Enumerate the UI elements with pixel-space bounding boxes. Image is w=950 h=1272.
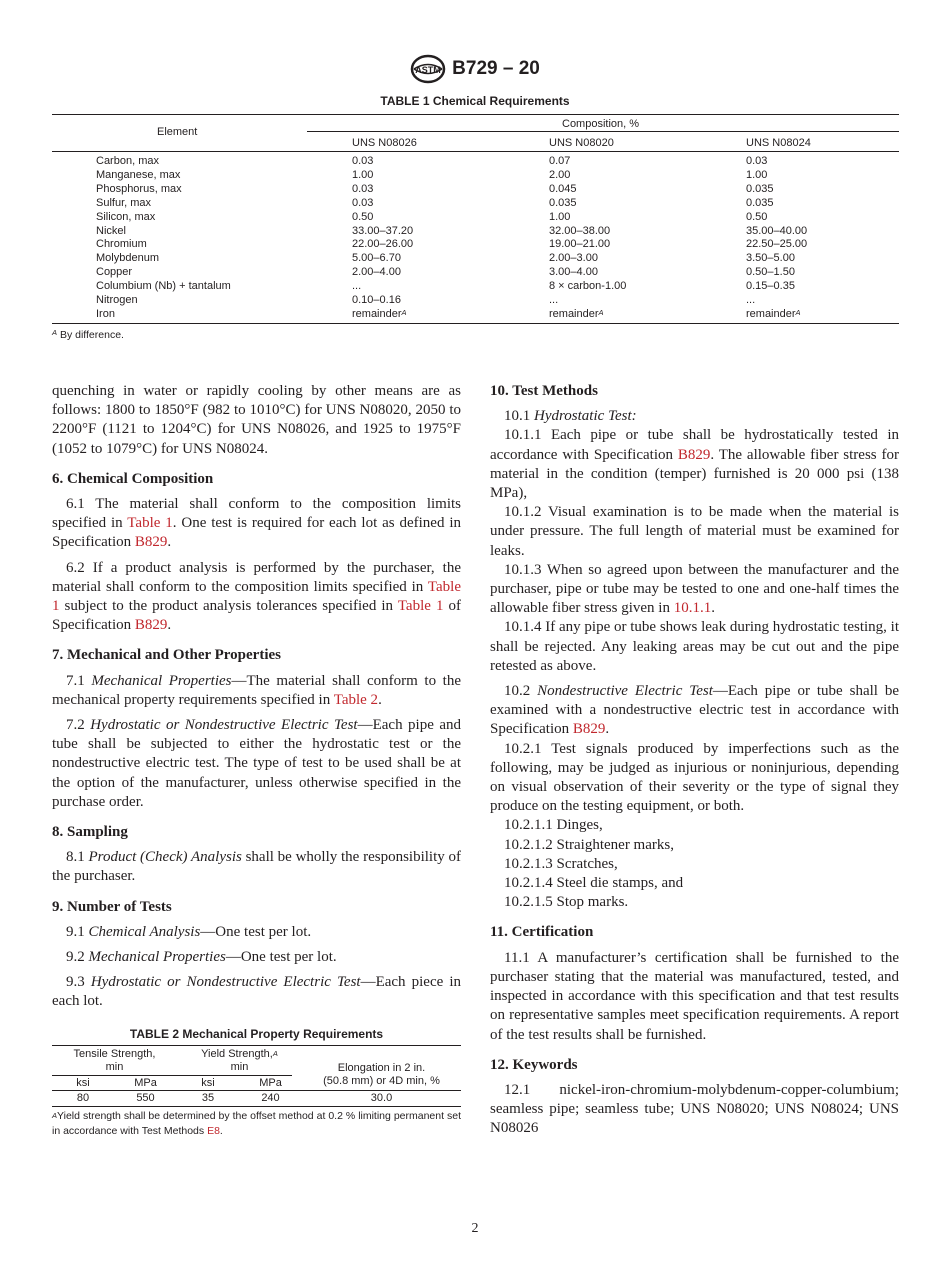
b829-link[interactable]: B829: [572, 721, 606, 738]
table1-value-cell: 0.035: [746, 196, 774, 209]
table1-value-cell: 19.00–21.00: [549, 238, 611, 251]
para-10-1-3: 10.1.3 When so agreed upon between the manufacturer and the purchaser, pipe or tube may be tested to one and one-half times the allowable fiber stress given in 10.1.1.: [490, 561, 899, 617]
table1-element-cell: Molybdenum: [96, 252, 159, 265]
list-item: 10.2.1.1 Dinges,: [504, 817, 603, 834]
para-10-1-2: 10.1.2 Visual examination is to be made when the material is under pressure. The full length of material must be examined for leaks.: [490, 504, 899, 559]
para-9-2: 9.2 Mechanical Properties—One test per lot.: [66, 949, 337, 966]
table2-footnote: $^A$Yield strength shall be determined by the offset method at 0.2 % limiting permanent set in accordance with Test Methods E8.: [52, 1110, 461, 1137]
para-10-2: 10.2 Nondestructive Electric Test—Each pipe or tube shall be examined with a nondestructive electric test in accordance with Specification B829.: [490, 683, 899, 738]
para-7-1: 7.1 Mechanical Properties—The material shall conform to the mechanical property requirements specified in Table 2.: [52, 672, 461, 708]
table1-value-cell: 0.045: [549, 182, 577, 195]
unit-header: ksi: [201, 1077, 215, 1089]
table1-value-cell: 0.50–1.50: [746, 266, 795, 279]
table1-value-cell: 1.00: [352, 168, 374, 181]
table1-value-cell: 32.00–38.00: [549, 224, 611, 237]
list-item: 10.2.1.4 Steel die stamps, and: [504, 875, 684, 892]
table1-element-cell: Carbon, max: [96, 155, 159, 167]
para-12-1: 12.1 nickel-iron-chromium-molybdenum-copper-columbium; seamless pipe; seamless tube; UNS N08020; UNS N08024; UNS N08026: [490, 1081, 899, 1137]
table1-value-cell: 3.50–5.00: [746, 252, 795, 265]
section-6-heading: 6. Chemical Composition: [52, 470, 214, 487]
table1-link[interactable]: Table 1: [127, 515, 173, 532]
table1-value-cell: 1.00: [549, 210, 571, 223]
unit-header: MPa: [134, 1077, 157, 1089]
b829-link[interactable]: B829: [677, 446, 711, 463]
para-9-3: 9.3 Hydrostatic or Nondestructive Electric Test—Each piece in each lot.: [52, 974, 461, 1010]
table1-footnote: $^A$ By difference.: [52, 328, 124, 341]
table1-value-cell: 5.00–6.70: [352, 252, 401, 265]
para-10-1-4: 10.1.4 If any pipe or tube shows leak during hydrostatic testing, it shall be rejected. Any leaking areas may be cut out and the pipe retested as above.: [490, 619, 899, 674]
table1-value-cell: 2.00: [549, 168, 571, 181]
e8-link[interactable]: E8: [207, 1125, 220, 1137]
table1-value-cell: 2.00–4.00: [352, 266, 401, 279]
table1-element-cell: Iron: [96, 307, 115, 320]
table1-value-cell: 8 × carbon-1.00: [549, 280, 627, 293]
designation: B729 – 20: [452, 58, 540, 79]
table1-link[interactable]: Table 1: [52, 578, 461, 615]
b829-link[interactable]: B829: [134, 534, 168, 551]
section-10-1-1-link[interactable]: 10.1.1: [673, 600, 712, 617]
table1-value-cell: 0.03: [746, 155, 768, 167]
table1-element-cell: Copper: [96, 266, 133, 279]
table1-element-cell: Phosphorus, max: [96, 182, 182, 195]
section-9-heading: 9. Number of Tests: [52, 898, 172, 915]
right-column: [490, 382, 899, 1139]
table1-element-cell: Manganese, max: [96, 168, 181, 181]
svg-text:ASTM: ASTM: [415, 65, 441, 75]
section-7-heading: 7. Mechanical and Other Properties: [52, 647, 281, 664]
table1-element-cell: Sulfur, max: [96, 196, 152, 209]
table1-link[interactable]: Table 1: [397, 598, 444, 615]
table1-value-cell: ...: [352, 280, 362, 293]
intro-paragraph: quenching in water or rapidly cooling by other means are as follows: 1800 to 1850°F (982 to 1010°C) for UNS N08020, 2050 to 2200°F (1121 to 1204°C) for UNS N08026, and 1925 to 1975°F (1052 to 1079°C) for UNS N08024.: [52, 383, 461, 457]
table1-value-cell: remainder$^A$: [549, 307, 604, 320]
table1-value-cell: 35.00–40.00: [746, 224, 808, 237]
page-number: 2: [471, 1221, 479, 1236]
table1-value-cell: 0.50: [746, 210, 768, 223]
para-10-1-1: 10.1.1 Each pipe or tube shall be hydrostatically tested in accordance with Specification B829. The allowable fiber stress for material in the condition (temper) furnished is 20 000 psi (138 MPa),: [490, 427, 900, 502]
para-6-2: 6.2 If a product analysis is performed by the purchaser, the material shall conform to the composition limits specified in Table 1 subject to the product analysis tolerances specified in Table 1 of Specification B829.: [52, 559, 461, 634]
table1-element-cell: Columbium (Nb) + tantalum: [96, 280, 231, 293]
table1-element-cell: Silicon, max: [96, 210, 156, 223]
table1-value-cell: 0.07: [549, 155, 571, 167]
page-header: [0, 52, 950, 86]
table1-value-cell: 1.00: [746, 168, 768, 181]
table1-col-header: UNS N08020: [549, 137, 614, 149]
table1-col-header: UNS N08024: [746, 137, 811, 149]
para-11-1: 11.1 A manufacturer’s certification shall be furnished to the purchaser stating that the material was manufactured, tested, and inspected in accordance with this specification and that test results on representative samples meet specification requirements. A report of the test results shall be furnished.: [490, 949, 899, 1043]
table1-col-header: UNS N08026: [352, 137, 417, 149]
unit-header: MPa: [259, 1077, 282, 1089]
list-item: 10.2.1.2 Straightener marks,: [504, 836, 674, 853]
table1-value-cell: 0.03: [352, 196, 374, 209]
table1-element-cell: Nitrogen: [96, 294, 138, 306]
section-10-heading: 10. Test Methods: [490, 383, 598, 399]
table1-value-cell: remainder$^A$: [352, 307, 407, 320]
table1-value-cell: 33.00–37.20: [352, 224, 414, 237]
table1-element-header: Element: [157, 126, 198, 138]
para-8-1: 8.1 Product (Check) Analysis shall be wholly the responsibility of the purchaser.: [52, 849, 462, 885]
elongation-header: Elongation in 2 in. (50.8 mm) or 4D min, %: [323, 1062, 440, 1087]
table1-value-cell: ...: [746, 294, 756, 306]
tensile-header: Tensile Strength, min: [73, 1048, 156, 1073]
para-9-1: 9.1 Chemical Analysis—One test per lot.: [66, 923, 312, 940]
table2-value: 550: [136, 1092, 155, 1104]
table2-title: TABLE 2 Mechanical Property Requirements: [129, 1027, 384, 1041]
para-6-1: 6.1 The material shall conform to the composition limits specified in Table 1. One test is required for each lot as defined in Specification B829.: [52, 496, 461, 551]
table1-value-cell: 0.035: [746, 182, 774, 195]
table1-value-cell: 0.10–0.16: [352, 294, 401, 306]
list-item: 10.2.1.3 Scratches,: [504, 855, 618, 872]
table1-value-cell: 0.15–0.35: [746, 280, 795, 293]
table2-value: 80: [76, 1092, 90, 1104]
table1-element-cell: Chromium: [96, 238, 147, 251]
table1-value-cell: remainder$^A$: [746, 307, 801, 320]
table1-composition-header: Composition, %: [562, 118, 640, 130]
table1-value-cell: 22.00–26.00: [352, 238, 414, 251]
table1-value-cell: 3.00–4.00: [549, 266, 598, 279]
table2-value: 35: [201, 1092, 215, 1104]
para-10-1: 10.1 Hydrostatic Test:: [504, 408, 637, 425]
table2-link[interactable]: Table 2: [333, 691, 379, 708]
table1-value-cell: 0.50: [352, 210, 374, 223]
astm-logo-icon: [410, 54, 446, 84]
table1-value-cell: 22.50–25.00: [746, 238, 808, 251]
list-item: 10.2.1.5 Stop marks.: [504, 894, 629, 911]
section-12-heading: 12. Keywords: [490, 1056, 578, 1073]
table1-value-cell: 0.03: [352, 155, 374, 167]
section-11-heading: 11. Certification: [490, 924, 594, 941]
yield-header: Yield Strength,$^A$ min: [201, 1048, 278, 1073]
para-10-2-1: 10.2.1 Test signals produced by imperfections such as the following, may be judged as injurious or noninjurious, depending on visual observation of their severity or the type of signal they produce on the testing equipment, or both.: [490, 740, 899, 815]
left-column: [52, 382, 461, 1012]
unit-header: ksi: [76, 1077, 90, 1089]
b829-link[interactable]: B829: [134, 617, 168, 634]
table1-value-cell: 2.00–3.00: [549, 252, 598, 265]
table1-element-cell: Nickel: [96, 224, 126, 237]
para-7-2: 7.2 Hydrostatic or Nondestructive Electric Test—Each pipe and tube shall be subjected to either the hydrostatic test or the nondestructive electric test. The type of test to be used shall be at the option of the manufacturer, unless otherwise specified in the purchase order.: [52, 717, 461, 810]
table1-value-cell: 0.035: [549, 196, 577, 209]
section-8-heading: 8. Sampling: [52, 824, 128, 841]
table2-value: 240: [261, 1092, 280, 1104]
table1-title: TABLE 1 Chemical Requirements: [380, 94, 570, 108]
table2-value: 30.0: [370, 1092, 393, 1104]
table1-value-cell: ...: [549, 294, 559, 306]
table1-value-cell: 0.03: [352, 182, 374, 195]
